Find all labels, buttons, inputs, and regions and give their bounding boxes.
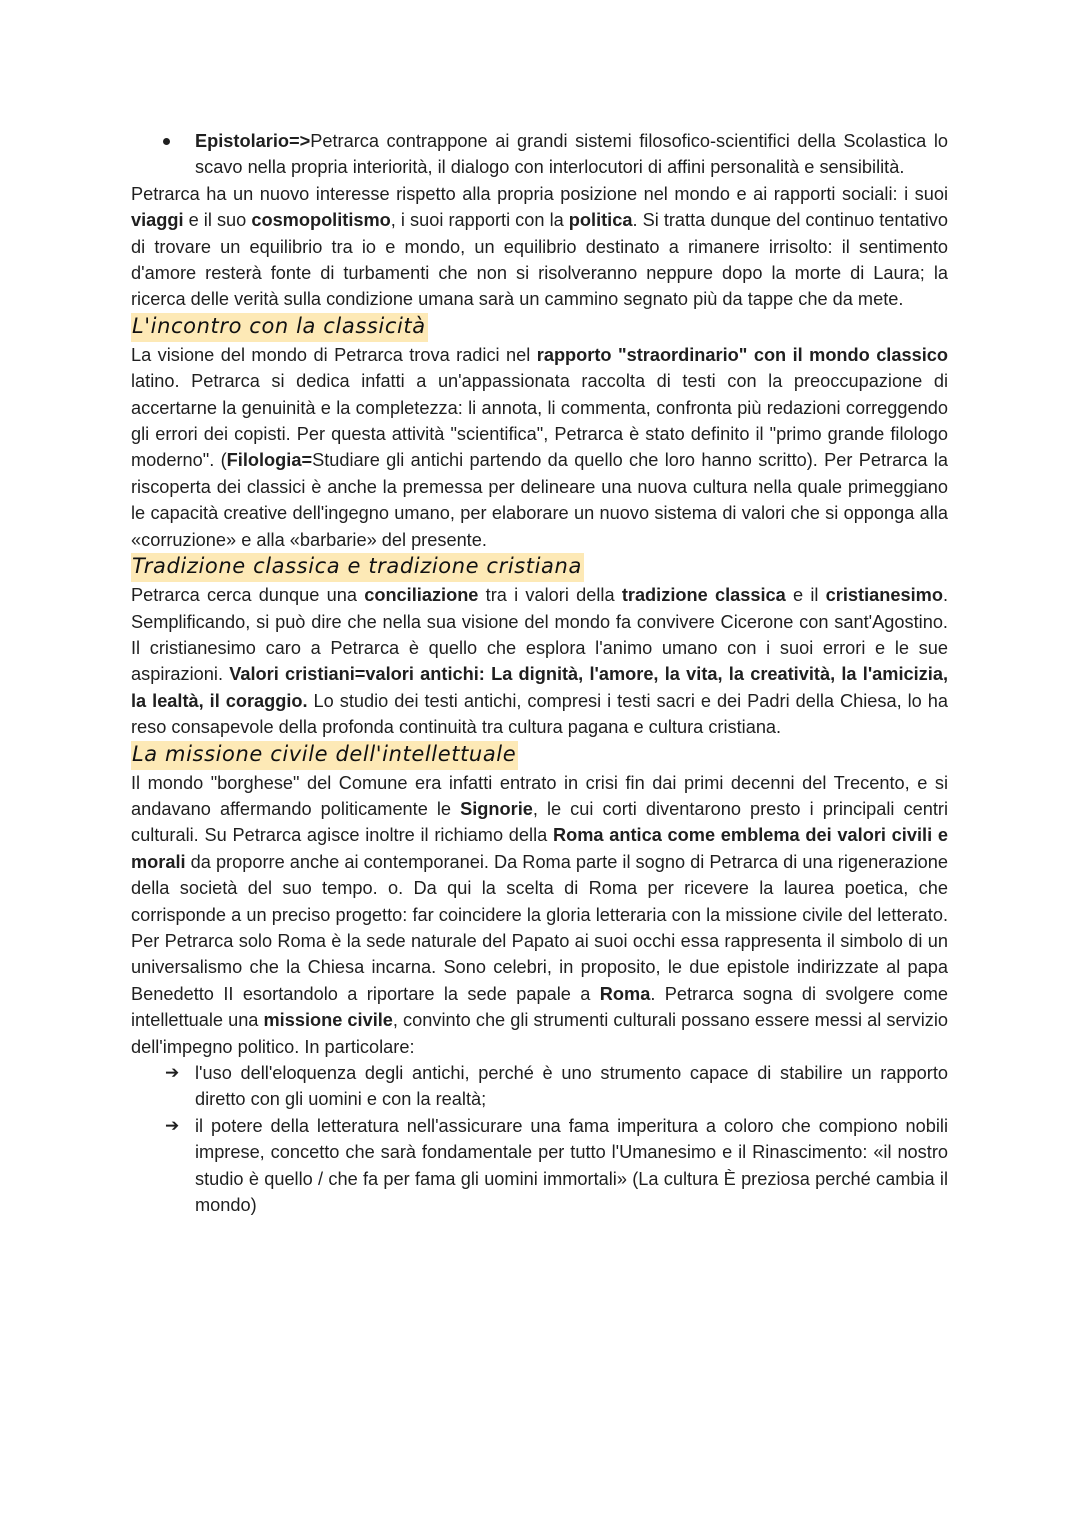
bold-run: rapporto "straordinario" con il mondo classico xyxy=(536,344,948,365)
list-item-text: il potere della letteratura nell'assicurare una fama imperitura a coloro che compiono nobili imprese, concetto che sarà fondamentale per tutto l'Umanesimo e il Rinascimento: «il nostro studio è quello / che fa per fama gli uomini immortali» (La cultura È preziosa perché cambia il mondo) xyxy=(195,1115,948,1216)
epistolario-term: Epistolario=> xyxy=(195,131,311,151)
paragraph-tradizione xyxy=(131,582,948,740)
bold-run: politica xyxy=(568,210,633,231)
bold-run: Signorie xyxy=(460,798,533,819)
bullet-dot-icon xyxy=(163,138,170,145)
arrow-right-icon: ➔ xyxy=(165,1063,180,1082)
bold-run: Roma antica come emblema dei valori civili e morali xyxy=(131,825,948,872)
text-run: La visione del mondo di Petrarca trova radici nel xyxy=(131,344,537,365)
text-run: Il mondo "borghese" del Comune era infatti entrato in crisi fin dai primi decenni del Trecento, e si andavano affermando politicamente le xyxy=(131,772,948,819)
text-run: Studiare gli antichi partendo da quello che loro hanno scritto). Per Petrarca la riscoperta dei classici è anche la premessa per delineare una nuova cultura nella quale primeggiano le capacità creative dell'ingegno umano, per elaborare un nuovo sistema di valori che si opponga alla «corruzione» e alla «barbarie» del presente. xyxy=(131,450,948,550)
text-run: . Si tratta dunque del continuo tentativo di trovare un equilibrio tra io e mondo, un equilibrio destinato a rimanere irrisolto: il sentimento d'amore resterà fonte di turbamenti che non si risolveranno neppure dopo la morte di Laura; la ricerca delle verità sulla condizione umana sarà un cammino segnato più da tappe che da mete. xyxy=(131,210,948,310)
text-run: Lo studio dei testi antichi, compresi i testi sacri e dei Padri della Chiesa, lo ha reso consapevole della profonda continuità tra cultura pagana e cultura cristiana. xyxy=(131,690,948,738)
list-item-eloquenza xyxy=(131,1060,948,1113)
bold-run: tradizione classica xyxy=(621,585,786,606)
text-run: da proporre anche ai contemporanei. Da Roma parte il sogno di Petrarca di una rigenerazione della società del suo tempo. o. Da qui la scelta di Roma per ricevere la laurea poetica, che corrisponde a un preciso progetto: far coincidere la gloria letteraria con la missione civile del letterato. Per Petrarca solo Roma è la sede naturale del Papato ai suoi occhi essa rappresenta il simbolo di un universalismo che la Chiesa incarna. Sono celebri, in proposito, le due epistole indirizzate al papa Benedetto II esortandolo a riportare la sede papale a xyxy=(131,851,948,1004)
bold-run: viaggi xyxy=(131,210,184,231)
text-run: , i suoi rapporti con la xyxy=(390,210,569,231)
bold-run: missione civile xyxy=(263,1010,393,1031)
text-run: , convinto che gli strumenti culturali possano essere messi al servizio dell'impegno politico. In particolare: xyxy=(131,1010,949,1057)
document-page xyxy=(131,128,948,1218)
heading-tradizione: Tradizione classica e tradizione cristiana xyxy=(131,553,584,582)
list-item-letteratura xyxy=(131,1113,948,1219)
text-run: Petrarca cerca dunque una xyxy=(131,585,365,606)
bullet-epistolario xyxy=(131,128,948,181)
bold-run: Roma xyxy=(599,983,651,1004)
epistolario-text: Petrarca contrappone ai grandi sistemi filosofico-scientifici della Scolastica lo scavo nella propria interiorità, il dialogo con interlocutori di affini personalità e sensibilità. xyxy=(195,131,948,178)
paragraph-missione xyxy=(131,770,948,1060)
text-run: . Semplificando, si può dire che nella sua visione del mondo fa convivere Cicerone con sant'Agostino. Il cristianesimo caro a Petrarca è quello che esplora l'animo umano con i suoi errori e le sue aspirazioni. xyxy=(131,585,948,685)
heading-classicita: L'incontro con la classicità xyxy=(131,313,428,342)
bold-run: conciliazione xyxy=(364,585,479,606)
text-run: Petrarca ha un nuovo interesse rispetto alla propria posizione nel mondo e ai rapporti sociali: i suoi xyxy=(131,183,948,204)
text-run: latino. Petrarca si dedica infatti a un'appassionata raccolta di testi con la preoccupazione di accertarne la genuinità e la completezza: li annota, li commenta, confronta più redazioni correggendo gli errori dei copisti. Per questa attività "scientifica", Petrarca è stato definito il "primo grande filologo moderno". ( xyxy=(131,371,948,471)
text-run: e il suo xyxy=(183,210,252,231)
heading-missione: La missione civile dell'intellettuale xyxy=(131,741,518,770)
text-run: tra i valori della xyxy=(478,585,622,606)
bold-run: cosmopolitismo xyxy=(251,210,391,231)
bold-run: Valori cristiani=valori antichi: La dignità, l'amore, la vita, la creatività, la l'amicizia, la lealtà, il coraggio. xyxy=(131,664,948,711)
text-run: , le cui corti diventarono presto i principali centri culturali. Su Petrarca agisce inoltre il richiamo della xyxy=(131,798,948,846)
text-run: . Petrarca sogna di svolgere come intellettuale una xyxy=(131,983,948,1031)
arrow-right-icon: ➔ xyxy=(165,1115,180,1135)
list-item-text: l'uso dell'eloquenza degli antichi, perché è uno strumento capace di stabilire un rapporto diretto con gli uomini e con la realtà; xyxy=(195,1063,948,1110)
text-run: e il xyxy=(785,585,826,606)
bold-run: cristianesimo xyxy=(825,585,943,606)
bold-run: Filologia= xyxy=(226,450,313,471)
paragraph-classicita xyxy=(131,342,948,553)
intro-paragraph xyxy=(131,181,948,313)
